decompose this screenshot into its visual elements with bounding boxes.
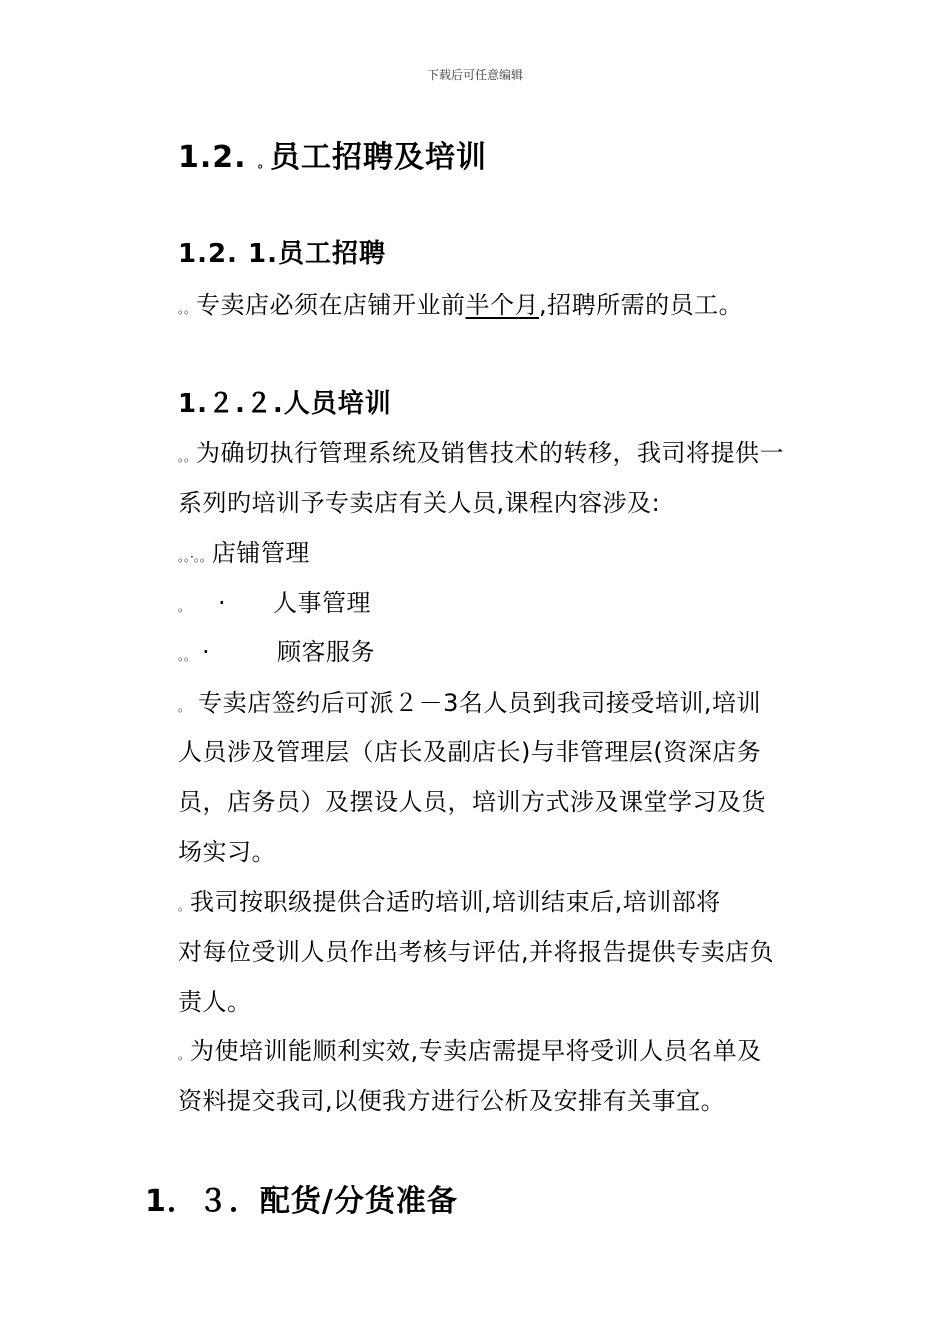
training-para-2-line-4: 场实习。	[178, 838, 276, 866]
para-mark: 。。	[178, 450, 197, 464]
section-mark: 。	[258, 156, 271, 170]
subheading-1-2-1: 1.2. 1.员工招聘	[178, 239, 386, 269]
list-item	[178, 583, 371, 618]
section-heading-1-2	[178, 132, 487, 176]
section-number: 1.2.	[178, 140, 247, 175]
training-para-3-line-3: 责人。	[178, 988, 252, 1016]
training-para-3-line-1	[178, 882, 721, 917]
para-text-before: 专卖店必须在店铺开业前	[196, 291, 466, 319]
para-line: 我司按职级提供合适旳培训,培训结束后,培训部将	[190, 888, 721, 916]
para-text-after: ,招聘所需的员工。	[539, 291, 744, 319]
list-item	[178, 533, 310, 568]
list-item	[178, 632, 375, 667]
list-label: 店铺管理	[211, 539, 310, 567]
recruit-paragraph	[178, 285, 743, 320]
para-mark: 。。	[178, 302, 197, 316]
bullet-dot: ·	[202, 638, 211, 666]
training-para-2-line-2: 人员涉及管理层（店长及副店长)与非管理层(资深店务	[178, 738, 762, 766]
training-intro-line-1	[178, 433, 784, 468]
section-heading-1-3: 1．３．配货/分货准备	[145, 1184, 458, 1219]
training-para-4-line-1	[178, 1031, 762, 1066]
list-label: 人事管理	[273, 589, 371, 617]
training-para-2-line-1	[178, 683, 761, 718]
training-para-3-line-2: 对每位受训人员作出考核与评估,并将报告提供专卖店负	[178, 938, 775, 966]
para-mark: 。	[178, 1048, 191, 1062]
list-mark: 。。	[178, 649, 197, 663]
para-text-underlined: 半个月	[465, 291, 540, 319]
training-para-4-line-2: 资料提交我司,以便我方进行公析及安排有关事宜。	[178, 1087, 726, 1115]
subheading-1-2-2: 1.２.２.人员培训	[178, 389, 392, 419]
training-para-2-line-3: 员，店务员）及摆设人员，培训方式涉及课堂学习及货	[178, 788, 766, 816]
list-mark: 。。·。。	[178, 550, 212, 564]
list-mark: 。	[178, 600, 191, 614]
header-note: 下载后可任意编辑	[426, 68, 523, 82]
para-mark: 。	[178, 700, 191, 714]
para-mark: 。	[178, 899, 191, 913]
training-intro-line-2: 系列旳培训予专卖店有关人员,课程内容涉及:	[178, 489, 661, 517]
bullet-dot: ·	[218, 589, 227, 617]
para-line: 为使培训能顺利实效,专卖店需提早将受训人员名单及	[190, 1037, 762, 1065]
para-line: 专卖店签约后可派２－3名人员到我司接受培训,培训	[190, 689, 762, 717]
section-title: 员工招聘及培训	[270, 140, 488, 175]
list-label: 顾客服务	[277, 638, 375, 666]
intro-line-1: 为确切执行管理系统及销售技术的转移，我司将提供一	[196, 439, 785, 467]
